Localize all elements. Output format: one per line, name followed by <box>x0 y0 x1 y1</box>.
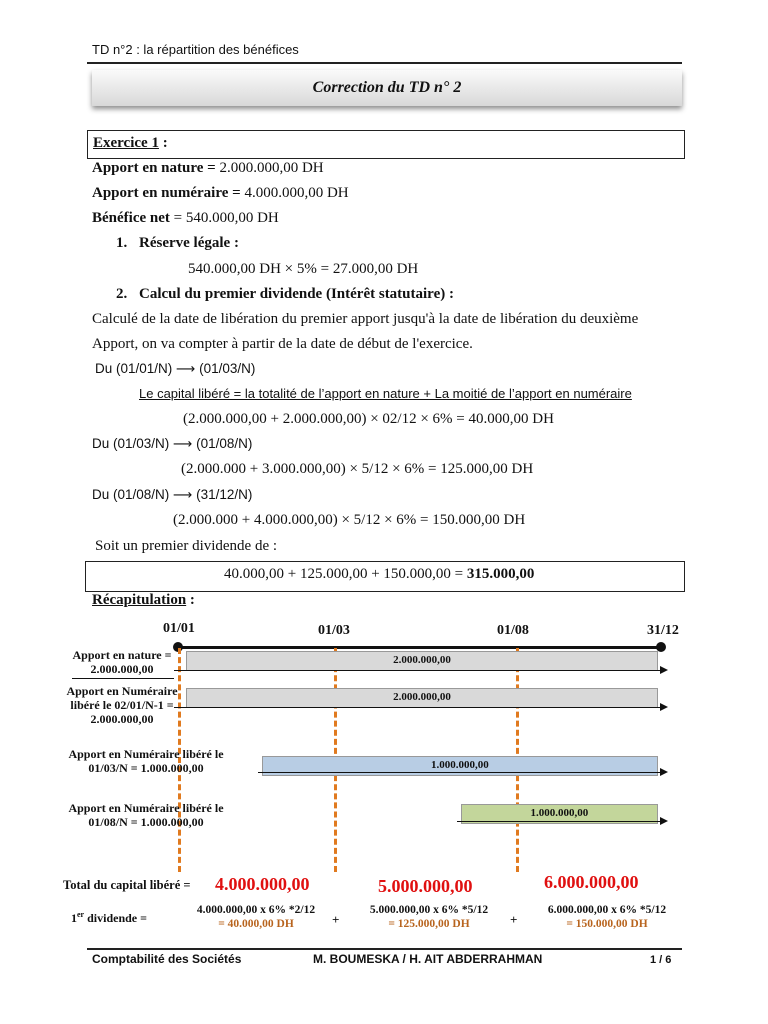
section-2-number: 2. <box>116 286 128 302</box>
arrow-head-icon <box>660 768 668 776</box>
recap-title: Récapitulation <box>92 592 187 608</box>
period-2-calc: (2.000.000 + 3.000.000,00) × 5/12 × 6% = 125.000,00 DH <box>181 461 534 477</box>
period-2-label: Du (01/03/N) ⟶ (01/08/N) <box>92 436 253 451</box>
benefice-label: Bénéfice net <box>92 210 170 226</box>
arrow-head-icon <box>660 703 668 711</box>
dividend-result: = 150.000,00 DH <box>566 918 648 930</box>
section-1-number: 1. <box>116 235 128 251</box>
capital-arrow-line <box>174 670 662 671</box>
period-3-label: Du (01/08/N) ⟶ (31/12/N) <box>92 487 253 502</box>
capital-bar: 2.000.000,00 <box>186 651 658 671</box>
page-title: Correction du TD n° 2 <box>92 70 682 106</box>
capital-bar: 1.000.000,00 <box>262 756 658 776</box>
recap-suffix: : <box>186 592 195 608</box>
plus-sign: + <box>332 912 340 927</box>
arrow-head-icon <box>660 666 668 674</box>
total-capital-period-1: 4.000.000,00 <box>215 874 310 894</box>
footer-left: Comptabilité des Sociétés <box>92 952 242 966</box>
dividend-row-label: 1er dividende = <box>71 910 147 925</box>
dividend-period-3 <box>524 903 690 931</box>
capital-arrow-line <box>258 772 662 773</box>
total-value: 315.000,00 <box>466 566 535 582</box>
apport-numeraire-label: Apport en numéraire = <box>92 185 245 201</box>
capital-arrow-line <box>457 821 662 822</box>
section-2-title: Calcul du premier dividende (Intérêt statutaire) : <box>139 286 454 302</box>
soit-line: Soit un premier dividende de : <box>95 538 278 554</box>
period-1-calc: (2.000.000,00 + 2.000.000,00) × 02/12 × 6% = 40.000,00 DH <box>183 411 554 427</box>
apport-nature-label: Apport en nature = <box>92 160 220 176</box>
row-label-rule <box>72 678 174 679</box>
apport-nature-line <box>92 160 324 177</box>
plus-sign: + <box>510 912 518 927</box>
apport-numeraire-line <box>92 185 349 202</box>
total-capital-period-3: 6.000.000,00 <box>544 872 639 892</box>
footer-authors: M. BOUMESKA / H. AIT ABDERRAHMAN <box>313 952 543 966</box>
arrow-head-icon <box>660 817 668 825</box>
dividend-formula: 4.000.000,00 x 6% *2/12 <box>196 904 316 916</box>
row-label: Apport en Numéraire libéré le 02/01/N-1 = 2.000.000,00 <box>66 684 178 726</box>
date-label: 01/01 <box>163 621 195 636</box>
footer-page-number: 1 / 6 <box>650 954 672 966</box>
dividend-result: = 125.000,00 DH <box>388 918 470 930</box>
dividend-period-2 <box>346 903 512 931</box>
dividend-result: = 40.000,00 DH <box>218 918 294 930</box>
footer-rule <box>87 948 682 950</box>
total-capital-label: Total du capital libéré = <box>63 878 191 892</box>
period-3-calc: (2.000.000 + 4.000.000,00) × 5/12 × 6% = 150.000,00 DH <box>173 512 526 528</box>
period-1-note: Le capital libéré = la totalité de l’apport en nature + La moitié de l’apport en numéraire <box>139 386 632 401</box>
section-1-heading <box>116 235 239 252</box>
exercise-heading-box <box>87 130 685 159</box>
document-header: TD n°2 : la répartition des bénéfices <box>92 42 299 57</box>
exercise-heading-suffix: : <box>158 135 168 151</box>
date-label: 01/03 <box>318 623 350 638</box>
paragraph-line-2: Apport, on va compter à partir de la date de début de l'exercice. <box>92 336 473 352</box>
capital-arrow-line <box>174 707 662 708</box>
date-label: 31/12 <box>647 623 679 638</box>
recap-heading <box>92 592 195 609</box>
total-dividend-box <box>85 561 685 592</box>
capital-bar: 2.000.000,00 <box>186 688 658 708</box>
benefice-line <box>92 210 279 227</box>
dividend-formula: 5.000.000,00 x 6% *5/12 <box>369 904 489 916</box>
total-expression: 40.000,00 + 125.000,00 + 150.000,00 = <box>224 566 467 582</box>
dividend-period-1 <box>178 903 334 931</box>
period-1-label: Du (01/01/N) ⟶ (01/03/N) <box>95 361 256 376</box>
row-label: Apport en nature = 2.000.000,00 <box>72 648 172 676</box>
timeline-axis <box>178 646 662 649</box>
exercise-heading: Exercice 1 <box>93 135 159 151</box>
section-2-heading <box>116 286 454 303</box>
row-label: Apport en Numéraire libéré le 01/03/N = 1.000.000,00 <box>68 747 224 775</box>
capital-bar: 1.000.000,00 <box>461 804 658 824</box>
section-1-title: Réserve légale : <box>139 235 239 251</box>
section-1-calc: 540.000,00 DH × 5% = 27.000,00 DH <box>188 261 419 277</box>
header-rule <box>87 62 682 64</box>
apport-numeraire-value: 4.000.000,00 DH <box>244 185 349 201</box>
apport-nature-value: 2.000.000,00 DH <box>219 160 324 176</box>
dividend-formula: 6.000.000,00 x 6% *5/12 <box>547 904 667 916</box>
paragraph-line-1: Calculé de la date de libération du premier apport jusqu'à la date de libération du deuxième <box>92 311 639 327</box>
date-label: 01/08 <box>497 623 529 638</box>
row-label: Apport en Numéraire libéré le 01/08/N = 1.000.000,00 <box>68 801 224 829</box>
total-capital-period-2: 5.000.000,00 <box>378 876 473 896</box>
benefice-value: = 540.000,00 DH <box>169 210 279 226</box>
